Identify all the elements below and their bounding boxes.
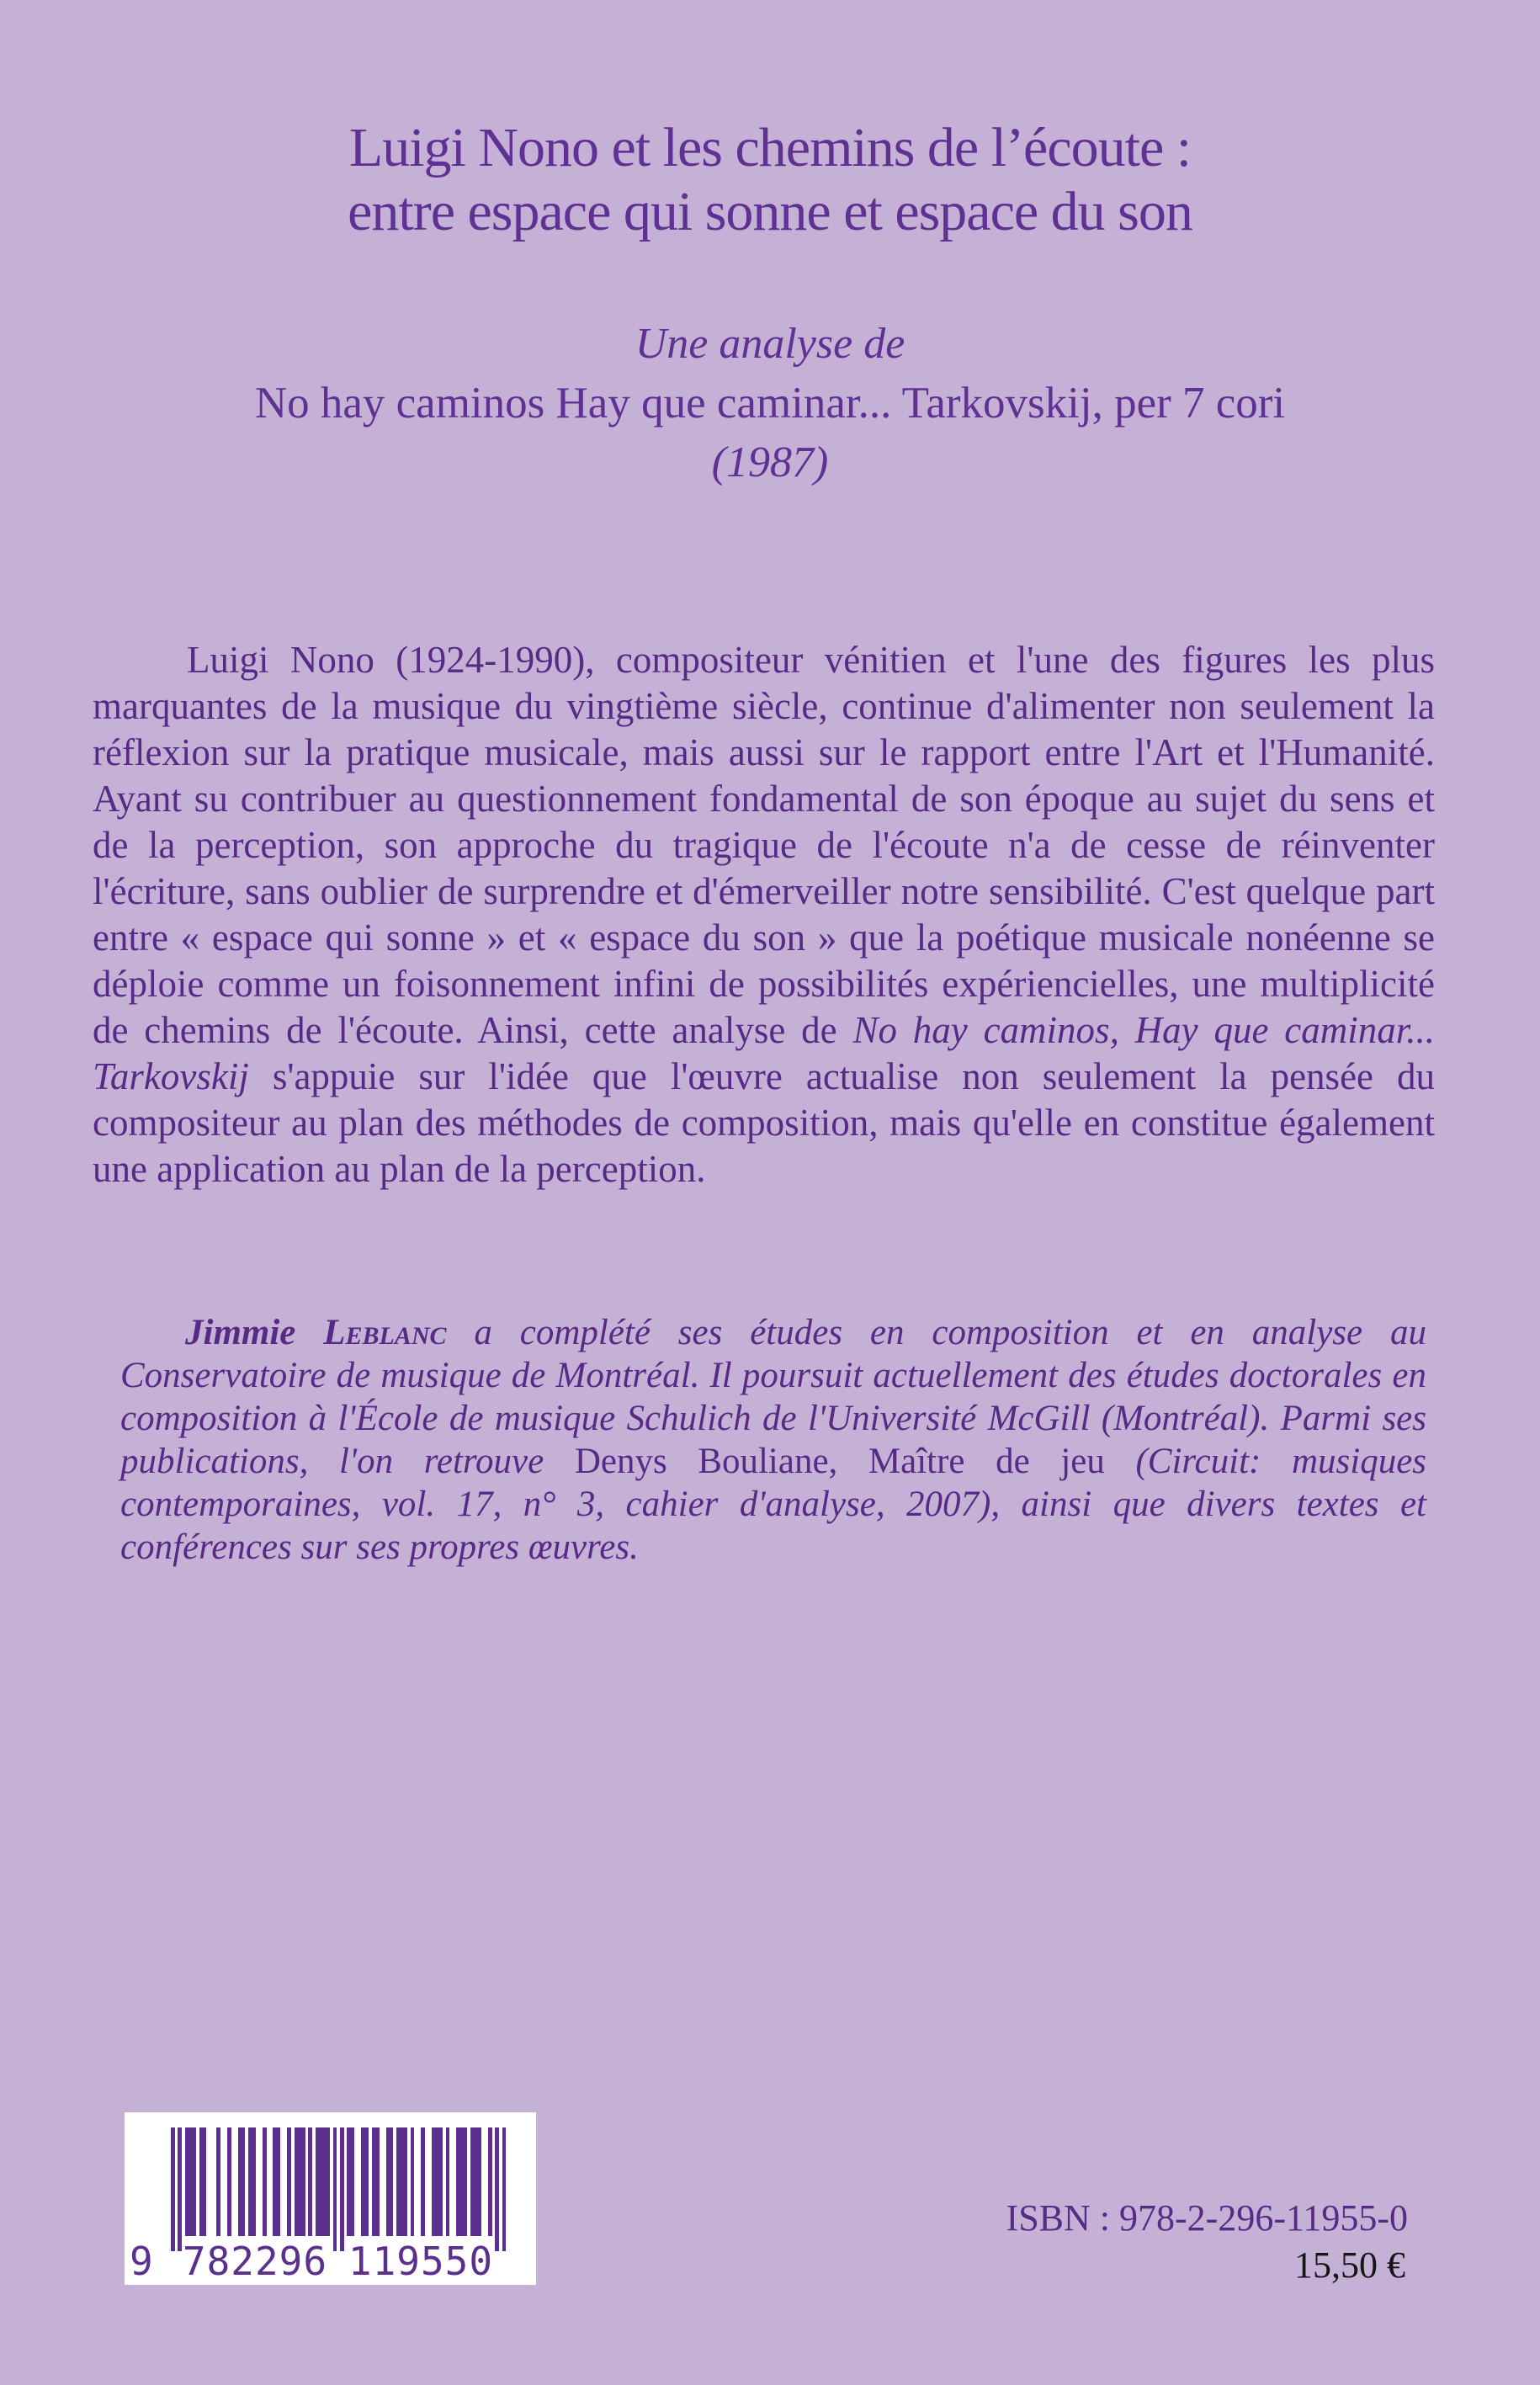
barcode-digits-left: 782296 [182, 2239, 328, 2284]
barcode-bar [333, 2127, 337, 2251]
barcode-bar [227, 2127, 231, 2236]
barcode-bar [390, 2127, 394, 2236]
text-segment: Leblanc [323, 1313, 447, 1352]
barcode-bar [216, 2127, 220, 2236]
barcode-bar [421, 2127, 425, 2236]
barcode-bar [192, 2127, 196, 2236]
barcode-bar [488, 2127, 492, 2236]
barcode-bar [438, 2127, 443, 2236]
barcode-bar [411, 2127, 415, 2236]
subtitle-intro: Une analyse de [635, 320, 905, 368]
barcode-bar [277, 2127, 281, 2236]
barcode-bar [340, 2127, 344, 2251]
subtitle-work-title: No hay caminos Hay que caminar... Tarkovskij, per 7 cori [254, 379, 1286, 428]
price-text: 15,50 € [1294, 2244, 1405, 2286]
barcode-bars [171, 2127, 506, 2251]
title-line-1: Luigi Nono et les chemins de l’écoute : [348, 117, 1192, 178]
barcode-bar [326, 2127, 330, 2236]
barcode-bar [404, 2127, 408, 2236]
text-segment: No hay caminos, Hay que caminar... Tarkovskij [93, 1009, 1435, 1097]
book-title [0, 116, 1540, 244]
barcode-digit-prefix: 9 [130, 2239, 153, 2284]
barcode-bar [477, 2127, 481, 2236]
barcode-bar [171, 2127, 175, 2251]
barcode-bar [308, 2127, 312, 2236]
barcode-bar [375, 2127, 380, 2236]
text-segment: a complété ses études en composition et en analyse au Conservatoire de musique de Montréal. Il poursuit actuellement des études doctorales en composition à l'École de musique Schulich de l'Université McGill (Montréal). Parmi ses publications, l'on retrouve [120, 1313, 1426, 1481]
subtitle-block [0, 315, 1540, 493]
barcode-bar [287, 2127, 291, 2236]
text-segment: s'appuie sur l'idée que l'œuvre actualise non seulement la pensée du compositeur au plan des méthodes de composition, mais qu'elle en constitue également une application au plan de la perception. [93, 1055, 1435, 1190]
text-segment: Denys Bouliane, Maître de jeu [574, 1442, 1105, 1481]
text-segment: Luigi Nono (1924-1990), compositeur vénitien et l'une des figures les plus marquantes de la musique du vingtième siècle, continue d'alimenter non seulement la réflexion sur la pratique musicale, mais aussi sur le rapport entre l'Art et l'Humanité. Ayant su contribuer au questionnement fondamental de son époque au sujet du sens et de la perception, son approche du tragique de l'écoute n'a de cesse de réinventer l'écriture, sans oublier de surprendre et d'émerveiller notre sensibilité. C'est quelque part entre « espace qui sonne » et « espace du son » que la poétique musicale nonéenne se déploie comme un foisonnement infini de possibilités expériencielles, une multiplicité de chemins de l'écoute. Ainsi, cette analyse de [93, 639, 1435, 1051]
barcode-bar [301, 2127, 305, 2236]
barcode-bar [502, 2127, 507, 2251]
barcode-bar [203, 2127, 207, 2236]
barcode [125, 2112, 536, 2285]
title-line-2: entre espace qui sonne et espace du son [348, 181, 1192, 242]
barcode-bar [446, 2127, 450, 2236]
barcode-bar [495, 2127, 499, 2251]
barcode-digits-right: 119550 [348, 2239, 494, 2284]
author-bio-paragraph [120, 1311, 1426, 1569]
text-segment: (Circuit: musiques contemporaines, vol. 17, n° 3, cahier d'analyse, 2007), ainsi que divers textes et conférences sur ses propres œuvres. [120, 1442, 1427, 1567]
synopsis-paragraph [93, 637, 1435, 1192]
isbn-text: ISBN : 978-2-296-11955-0 [1006, 2197, 1408, 2239]
barcode-bar [464, 2127, 468, 2236]
barcode-bar [178, 2127, 182, 2251]
barcode-bar [351, 2127, 355, 2236]
barcode-bar [242, 2127, 246, 2236]
barcode-bar [252, 2127, 256, 2236]
subtitle-year: (1987) [711, 438, 829, 486]
text-segment: Jimmie [185, 1313, 324, 1352]
barcode-bar [263, 2127, 267, 2236]
barcode-bar [364, 2127, 369, 2236]
